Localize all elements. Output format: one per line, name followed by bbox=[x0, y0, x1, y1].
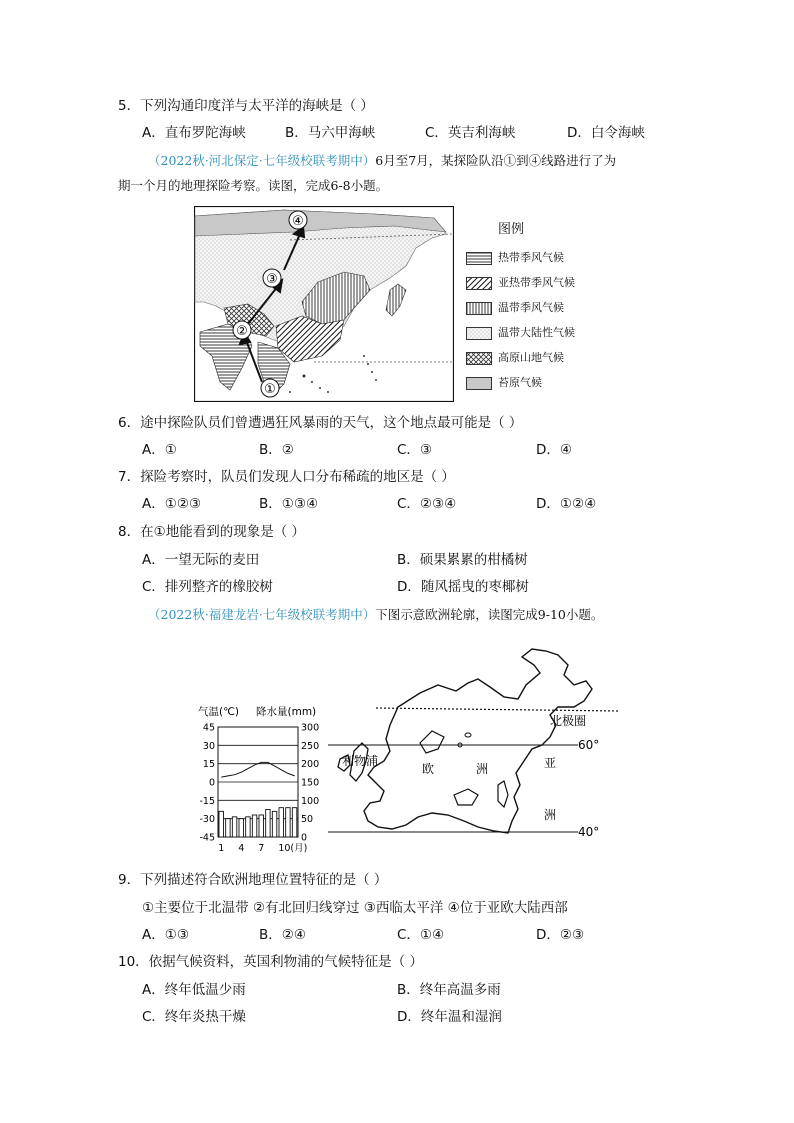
question-8-option-d: D．随风摇曳的枣椰树 bbox=[397, 579, 529, 595]
temp-tick-label: -15 bbox=[199, 795, 215, 807]
question-6-option-c: C．③ bbox=[397, 442, 433, 458]
route-label-3: ③ bbox=[266, 272, 278, 287]
precip-tick-label: 250 bbox=[301, 740, 320, 752]
question-6-stem: 6．途中探险队员们曾遭遇狂风暴雨的天气，这个地点最可能是（ ） bbox=[118, 415, 523, 431]
legend-title: 图例 bbox=[498, 222, 525, 237]
precip-bar bbox=[226, 819, 230, 837]
question-5-option-d: D．白令海峡 bbox=[567, 125, 645, 141]
temp-tick-label: 30 bbox=[202, 740, 215, 752]
label-arctic-circle: 北极圈 bbox=[550, 714, 587, 728]
question-6-option-d: D．④ bbox=[536, 442, 572, 458]
precip-tick-label: 0 bbox=[301, 832, 308, 844]
month-tick-label: 4 bbox=[238, 843, 245, 854]
route-label-2: ② bbox=[236, 324, 248, 339]
legend-swatch-cross bbox=[466, 352, 492, 365]
precip-bar bbox=[252, 815, 256, 837]
precip-tick-label: 150 bbox=[301, 777, 320, 789]
question-10-option-c: C．终年炎热干燥 bbox=[142, 1009, 246, 1025]
legend-item-temperate-continental: 温带大陆性气候 bbox=[466, 325, 575, 341]
asia-climate-map bbox=[194, 206, 454, 402]
question-8-stem: 8．在①地能看到的现象是（ ） bbox=[118, 524, 305, 540]
question-10-option-b: B．终年高温多雨 bbox=[397, 982, 501, 998]
month-tick-label: 7 bbox=[258, 843, 265, 854]
label-lat-40: 40° bbox=[578, 825, 600, 839]
legend-item-temperate-monsoon: 温带季风气候 bbox=[466, 300, 564, 316]
precip-bar bbox=[239, 819, 243, 837]
month-tick-label: 1 bbox=[218, 843, 225, 854]
legend-swatch-vlines bbox=[466, 302, 492, 315]
question-7-stem: 7．探险考察时，队员们发现人口分布稀疏的地区是（ ） bbox=[118, 469, 455, 485]
label-ou: 欧 bbox=[422, 762, 435, 776]
question-10-option-a: A．终年低温少雨 bbox=[142, 982, 246, 998]
legend-item-plateau: 高原山地气候 bbox=[466, 350, 564, 366]
question-10-option-d: D．终年温和湿润 bbox=[397, 1009, 502, 1025]
label-lat-60: 60° bbox=[578, 738, 600, 752]
question-7-option-d: D．①②④ bbox=[536, 496, 597, 512]
legend-swatch-diag bbox=[466, 277, 492, 290]
question-8-option-c: C．排列整齐的橡胶树 bbox=[142, 579, 273, 595]
temp-tick-label: 45 bbox=[202, 722, 215, 734]
precip-bar bbox=[266, 810, 270, 838]
question-9-option-b: B．②④ bbox=[259, 927, 306, 943]
continent-outline bbox=[364, 649, 592, 833]
label-zhou-2: 洲 bbox=[544, 808, 557, 822]
label-zhou-1: 洲 bbox=[476, 762, 489, 776]
legend-item-tropical-monsoon: 热带季风气候 bbox=[466, 250, 564, 266]
climate-plot bbox=[199, 723, 319, 855]
precip-bar bbox=[259, 815, 263, 837]
temp-tick-label: -30 bbox=[199, 814, 215, 826]
precip-axis-label: 降水量(mm) bbox=[256, 706, 317, 718]
map-legend bbox=[466, 214, 606, 404]
temp-tick-label: 15 bbox=[202, 759, 215, 771]
precip-bar bbox=[246, 817, 250, 837]
question-9-option-c: C．①④ bbox=[397, 927, 445, 943]
precip-tick-label: 200 bbox=[301, 759, 320, 771]
liverpool-climate-chart bbox=[196, 703, 326, 863]
precip-bar bbox=[292, 808, 296, 837]
source-text-2: 下图示意欧洲轮廓，读图完成9-10小题。 bbox=[375, 607, 604, 622]
legend-swatch-dots bbox=[466, 327, 492, 340]
month-tick-label: 10(月) bbox=[278, 843, 308, 854]
precip-bar bbox=[232, 817, 236, 837]
label-ya: 亚 bbox=[544, 756, 557, 770]
temp-tick-label: -45 bbox=[199, 832, 215, 844]
label-liverpool: 利物浦 bbox=[342, 754, 379, 768]
precip-bar bbox=[286, 808, 290, 837]
question-9-statements: ①主要位于北温带 ②有北回归线穿过 ③西临太平洋 ④位于亚欧大陆西部 bbox=[142, 900, 568, 916]
legend-swatch-hlines bbox=[466, 252, 492, 265]
question-8-option-b: B．硕果累累的柑橘树 bbox=[397, 552, 528, 568]
question-5-stem: 5．下列沟通印度洋与太平洋的海峡是（ ） bbox=[118, 98, 374, 114]
precip-bar bbox=[219, 811, 223, 837]
question-8-option-a: A．一望无际的麦田 bbox=[142, 552, 260, 568]
source-text-1: 6月至7月，某探险队沿①到④线路进行了为 bbox=[375, 153, 617, 168]
question-6-option-a: A．① bbox=[142, 442, 177, 458]
source-tag-1: （2022秋·河北保定·七年级校联考期中） bbox=[148, 153, 376, 168]
question-10-stem: 10．依据气候资料，英国利物浦的气候特征是（ ） bbox=[118, 954, 423, 970]
route-label-1: ① bbox=[264, 382, 276, 397]
question-7-option-b: B．①③④ bbox=[259, 496, 319, 512]
question-9-stem: 9．下列描述符合欧洲地理位置特征的是（ ） bbox=[118, 872, 388, 888]
precip-tick-label: 300 bbox=[301, 722, 320, 734]
question-7-option-a: A．①②③ bbox=[142, 496, 202, 512]
temp-tick-label: 0 bbox=[208, 777, 215, 789]
legend-item-subtropical-monsoon: 亚热带季风气候 bbox=[466, 275, 575, 291]
temp-axis-label: 气温(℃) bbox=[198, 706, 239, 718]
europe-outline-map bbox=[328, 645, 618, 845]
question-7-option-c: C．②③④ bbox=[397, 496, 457, 512]
source-tag-2: （2022秋·福建龙岩·七年级校联考期中） bbox=[148, 607, 376, 622]
route-label-4: ④ bbox=[292, 214, 304, 229]
legend-item-tundra: 苔原气候 bbox=[466, 375, 542, 391]
question-9-option-a: A．①③ bbox=[142, 927, 189, 943]
source-note-2 bbox=[148, 606, 603, 624]
question-6-option-b: B．② bbox=[259, 442, 294, 458]
source-note-1 bbox=[148, 152, 616, 170]
source-text-1b: 期一个月的地理探险考察。读图，完成6-8小题。 bbox=[118, 178, 389, 193]
question-5-option-a: A．直布罗陀海峡 bbox=[142, 125, 246, 141]
legend-swatch-gray bbox=[466, 377, 492, 390]
question-9-option-d: D．②③ bbox=[536, 927, 585, 943]
precip-bar bbox=[272, 811, 276, 837]
question-5-option-c: C．英吉利海峡 bbox=[425, 125, 516, 141]
precip-tick-label: 100 bbox=[301, 795, 320, 807]
precip-tick-label: 50 bbox=[301, 814, 314, 826]
question-5-option-b: B．马六甲海峡 bbox=[285, 125, 376, 141]
precip-bar bbox=[279, 808, 283, 837]
